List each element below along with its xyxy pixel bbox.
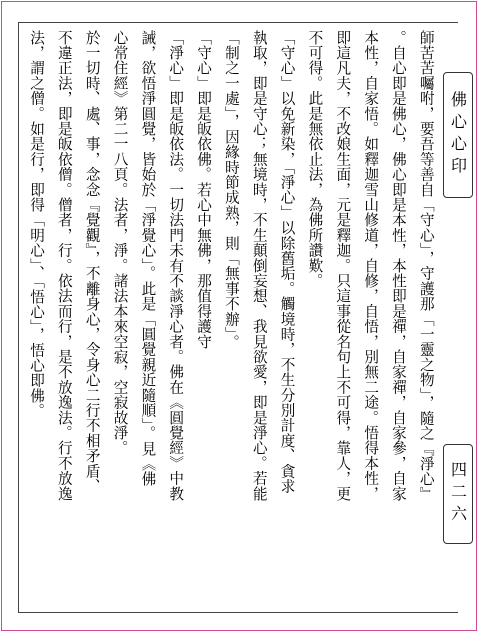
text-column: 。自心即是佛心，佛心即是本性，本性即是禪，自家禪，自家參，自家 <box>389 30 407 502</box>
text-column: 即這凡夫，不改娘生面，元是釋迦。只這事從名句上不可得，靠人，更 <box>334 30 352 502</box>
text-column: 「制之一處」，因緣時節成熟，則「無事不辦」。 <box>222 30 240 350</box>
text-column: 「淨心」即是皈依法。一切法門未有不談淨心者。佛在《圓覺經》中教 <box>167 30 185 502</box>
book-title-box <box>443 72 473 198</box>
top-rule <box>18 22 458 23</box>
text-column: 師苦苦囑咐，要吾等善自「守心」，守護那「一靈之物」，隨之『淨心』 <box>417 30 435 502</box>
page-number: 四二六 <box>448 461 468 527</box>
left-rule <box>18 22 19 612</box>
text-column: 不可得。此是無依止法，為佛所讚歎。 <box>306 30 324 289</box>
text-column: 誡，欲悟淨圓覺，皆始於「淨覺心」。此是「圓覺親近隨順」。見《佛 <box>139 30 157 487</box>
text-column: 執取，即是守心；無境時，不生顛倒妄想、我見欲愛，即是淨心。若能 <box>250 30 268 502</box>
text-column: 心常住經》第二一八頁。法者，淨。諸法本來空寂，空寂故淨。 <box>111 30 129 456</box>
page-number-box <box>443 444 473 544</box>
book-title: 佛心心印 <box>448 91 468 179</box>
text-column: 本性，自家悟。如釋迦雪山修道，自修，自悟，別無二途。悟得本性， <box>362 30 380 502</box>
bottom-rule <box>18 612 458 613</box>
text-body <box>24 30 438 608</box>
text-column: 「守心」即是皈依佛。若心中無佛，那值得護守 <box>195 30 213 350</box>
text-column: 於一切時、處、事，念念『覺觀』，不離身心，令身心二行不相矛盾、 <box>83 30 101 494</box>
text-column: 法，謂之僧。如是行，即得「明心」、「悟心」，悟心即佛。 <box>28 30 45 419</box>
text-column: 「守心」以免新染，「淨心」以除舊垢。觸境時，不生分別計度、貪求 <box>278 30 296 494</box>
text-column: 不違正法，即是皈依僧。僧者，行。依法而行，是不放逸法。行不放逸 <box>55 30 73 502</box>
